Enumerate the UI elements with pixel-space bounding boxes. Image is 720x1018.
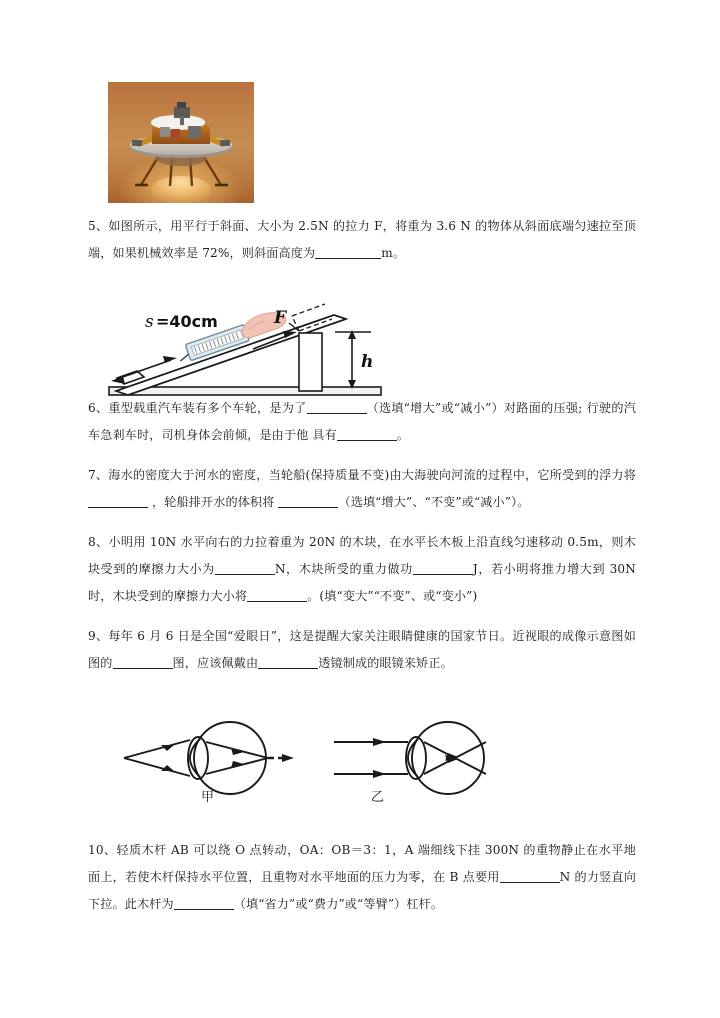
question-8-seg6: 。(填“变大”“不变”、或“变小”) xyxy=(307,589,478,603)
question-8-blank-3[interactable] xyxy=(247,601,307,602)
question-10-blank-1[interactable] xyxy=(500,882,560,883)
eye-label-jia: 甲 xyxy=(201,790,215,805)
question-7-number: 7、 xyxy=(88,468,109,482)
incline-s-label: s xyxy=(145,312,154,332)
question-10-seg1: 轻质木杆 AB 可以绕 O 点转动，OA：OB＝3：1，A 端细线下挂 300N 的重物静止在水平地面上，若 xyxy=(88,843,636,884)
question-7 xyxy=(88,462,636,516)
question-5-tail: m。 xyxy=(381,246,406,260)
questions-container xyxy=(88,72,636,918)
question-7-seg3: ，轮船排开水的体积将 xyxy=(152,495,275,509)
question-9-blank-1[interactable] xyxy=(113,668,173,669)
question-10-seg4: 杆为 xyxy=(149,897,174,911)
question-8-number: 8、 xyxy=(88,535,109,549)
question-6 xyxy=(88,395,636,449)
question-9-seg1: 每年 6 月 6 日是全国“爱眼日”，这是提醒大家关注眼睛健康的国家节日。近视眼的成像示意图 xyxy=(108,629,624,643)
question-6-seg4: 。 xyxy=(396,428,410,442)
question-8-blank-1[interactable] xyxy=(215,574,275,575)
question-7-seg2: 将 xyxy=(623,468,636,482)
question-8-seg3: N，木块所受的重力做功 xyxy=(274,562,413,576)
question-7-seg1: 海水的密度大于河水的密度，当轮船(保持质量不变)由大海驶向河流的过程中，它所受到的浮力 xyxy=(108,468,624,482)
question-6-seg1: 重型载重汽车装有多个车轮，是为了 xyxy=(108,401,307,415)
question-7-blank-1[interactable] xyxy=(88,507,148,508)
question-8-blank-2[interactable] xyxy=(413,574,473,575)
question-10-number: 10、 xyxy=(88,843,117,857)
question-6-seg3: 汽车急剎车时，司机身体会前倾，是由于他 具有 xyxy=(88,401,637,442)
incline-h-label: h xyxy=(361,352,374,372)
question-5 xyxy=(88,213,636,267)
question-10-seg5: （填“省力”或“费力”或“等臂”）杠杆。 xyxy=(233,897,444,911)
question-9-number: 9、 xyxy=(88,629,109,643)
eye-label-yi: 乙 xyxy=(371,790,385,805)
question-8-seg4: J，若小明将推力增大到 30N 时，木块 xyxy=(88,562,637,603)
question-6-seg2: （选填“增大”或“减小”）对路面的压强; 行驶的 xyxy=(366,401,624,415)
question-7-blank-2[interactable] xyxy=(278,507,338,508)
question-10-seg3: N 的力竖直向下拉。此木 xyxy=(88,870,636,911)
question-6-blank-1[interactable] xyxy=(307,413,367,414)
question-8-seg1: 小明用 10N 水平向右的力拉着重为 20N 的木块，在水平长木板上沿直线匀速移动 0.5m，则木块受 xyxy=(88,535,637,576)
question-5-line1: 如图所示，用平行于斜面、大小为 2.5N 的拉力 F，将重为 3.6 N 的物体从斜面底端匀速拉至顶端， xyxy=(88,219,636,260)
question-8-seg5: 受到的摩擦力大小将 xyxy=(136,589,248,603)
question-9 xyxy=(88,623,636,677)
question-9-seg2: 如图的 xyxy=(88,629,636,670)
question-10 xyxy=(88,837,636,918)
question-10-seg2: 使木杆保持水平位置，且重物对水平地面的压力为零，在 B 点要用 xyxy=(137,870,500,884)
svg-text:=40cm: =40cm xyxy=(156,312,218,331)
question-5-number: 5、 xyxy=(88,219,109,233)
question-5-blank-1[interactable] xyxy=(315,258,381,259)
incline-F-label: F xyxy=(274,308,287,328)
question-9-seg3: 图，应该佩戴由 xyxy=(172,656,259,670)
question-10-blank-2[interactable] xyxy=(174,909,234,910)
question-5-line2: 如果机械效率是 72%，则斜面高度为 xyxy=(112,246,316,260)
question-7-seg4: （选填“增大”、“不变”或“减小”）。 xyxy=(338,495,530,509)
question-8-seg2: 到的摩擦力大小为 xyxy=(113,562,215,576)
question-9-blank-2[interactable] xyxy=(258,668,318,669)
question-8 xyxy=(88,529,636,610)
question-9-seg4: 透镜制成的眼镜来矫正。 xyxy=(318,656,453,670)
question-6-number: 6、 xyxy=(88,401,109,415)
question-6-blank-2[interactable] xyxy=(337,440,397,441)
